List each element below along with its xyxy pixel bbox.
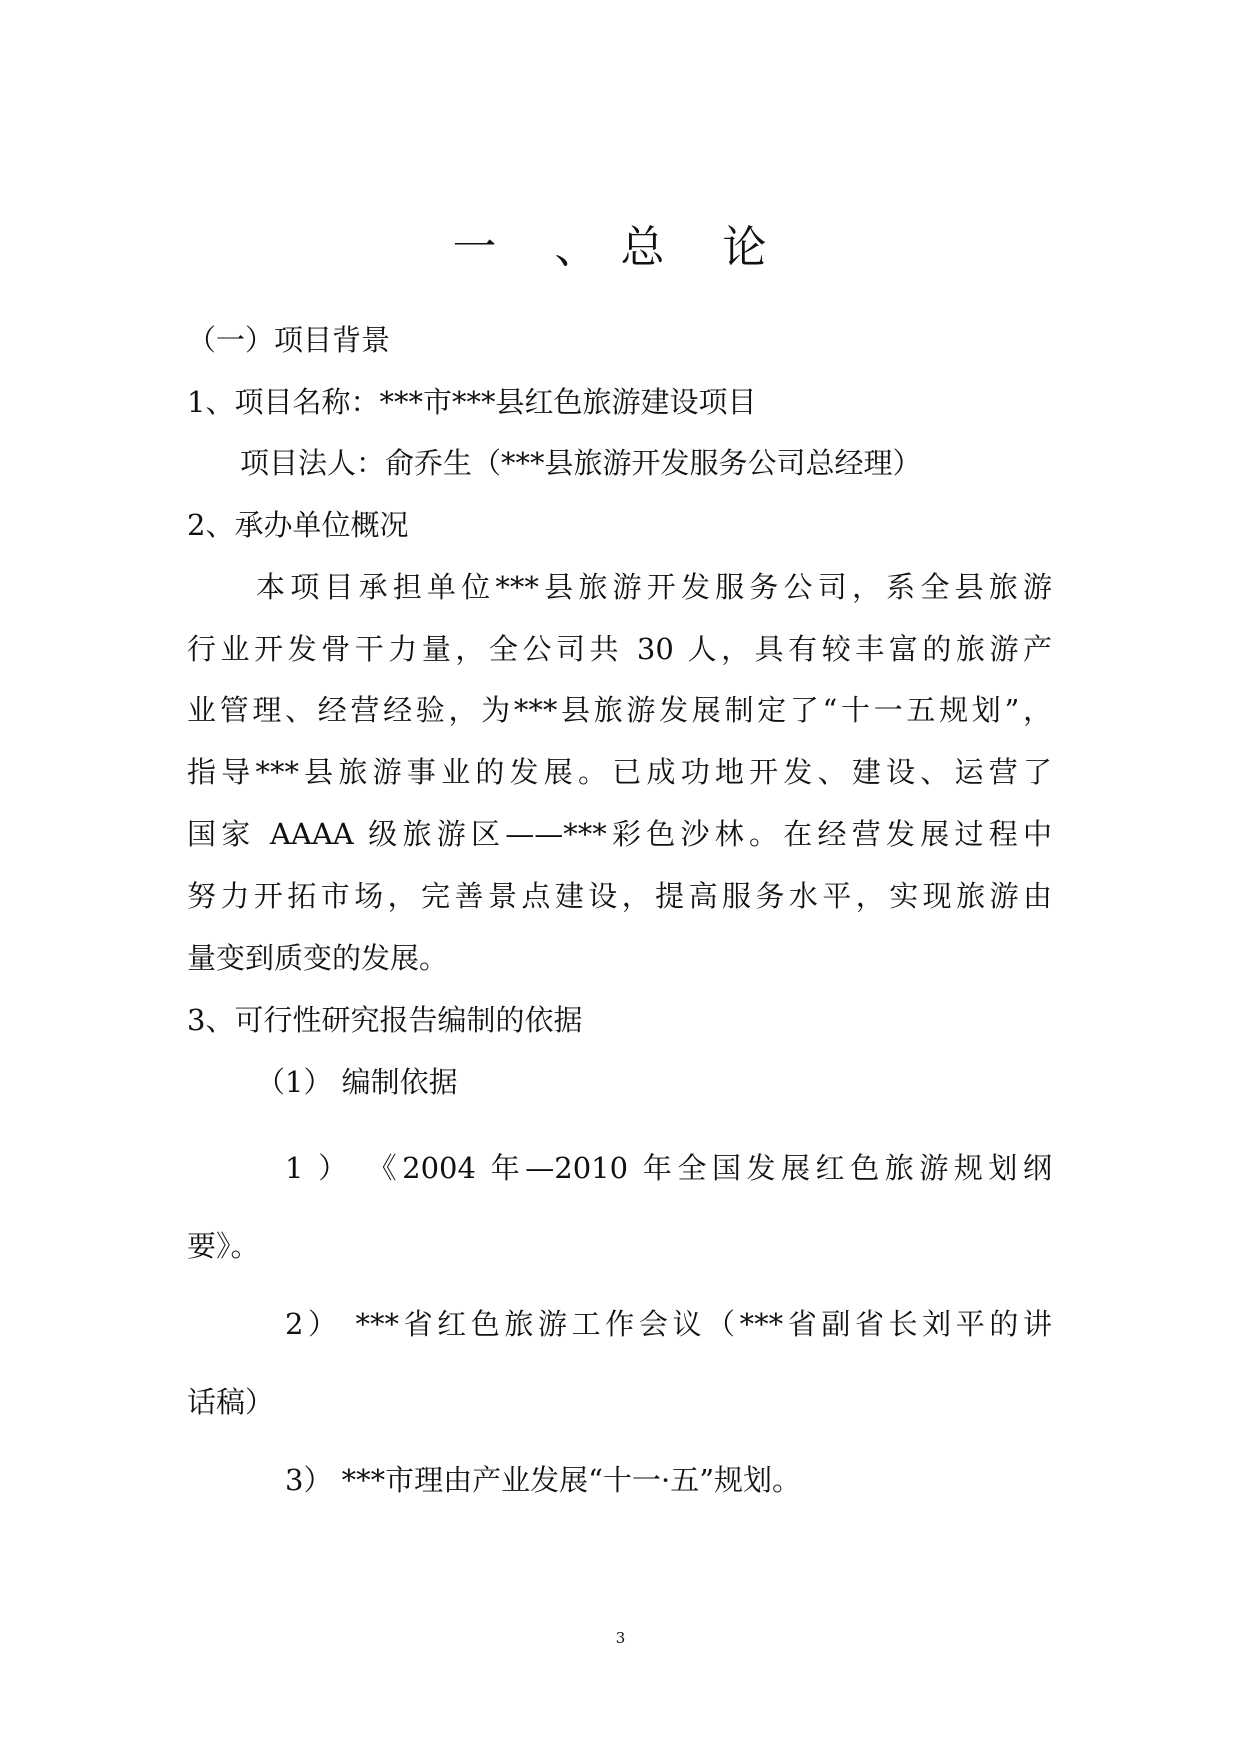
paragraph-line: 国家 AAAA 级旅游区——***彩色沙林。在经营发展过程中 [187, 817, 1052, 851]
chapter-title: 一 、总 论 [452, 222, 789, 273]
page-number: 3 [615, 1629, 626, 1647]
basis-entry-line: 话稿） [187, 1385, 275, 1419]
basis-title: 3、可行性研究报告编制的依据 [187, 1003, 583, 1037]
paragraph-line: 指导***县旅游事业的发展。已成功地开发、建设、运营了 [187, 755, 1052, 789]
paragraph-line: 努力开拓市场，完善景点建设，提高服务水平，实现旅游由 [187, 879, 1052, 913]
paragraph-line: 本项目承担单位***县旅游开发服务公司，系全县旅游 [256, 570, 1052, 604]
paragraph-line: 行业开发骨干力量，全公司共 30 人，具有较丰富的旅游产 [187, 632, 1052, 666]
section-title: （一）项目背景 [187, 323, 391, 357]
paragraph-line: 量变到质变的发展。 [187, 941, 449, 975]
basis-entry-line: 要》。 [187, 1229, 260, 1263]
project-legal-person-line: 项目法人：俞乔生（***县旅游开发服务公司总经理） [240, 446, 922, 480]
basis-subtitle: （1） 编制依据 [256, 1065, 458, 1099]
basis-entry-line: 2） ***省红色旅游工作会议（***省副省长刘平的讲 [285, 1307, 1052, 1341]
basis-entry-line: 1 ） 《2004 年—2010 年全国发展红色旅游规划纲 [285, 1151, 1052, 1185]
paragraph-line: 业管理、经营经验，为***县旅游发展制定了“十一五规划”， [187, 693, 1052, 727]
basis-entry-line: 3） ***市理由产业发展“十一·五”规划。 [285, 1463, 802, 1497]
project-name-line: 1、项目名称：***市***县红色旅游建设项目 [187, 385, 757, 419]
organizer-overview-title: 2、承办单位概况 [187, 508, 409, 542]
